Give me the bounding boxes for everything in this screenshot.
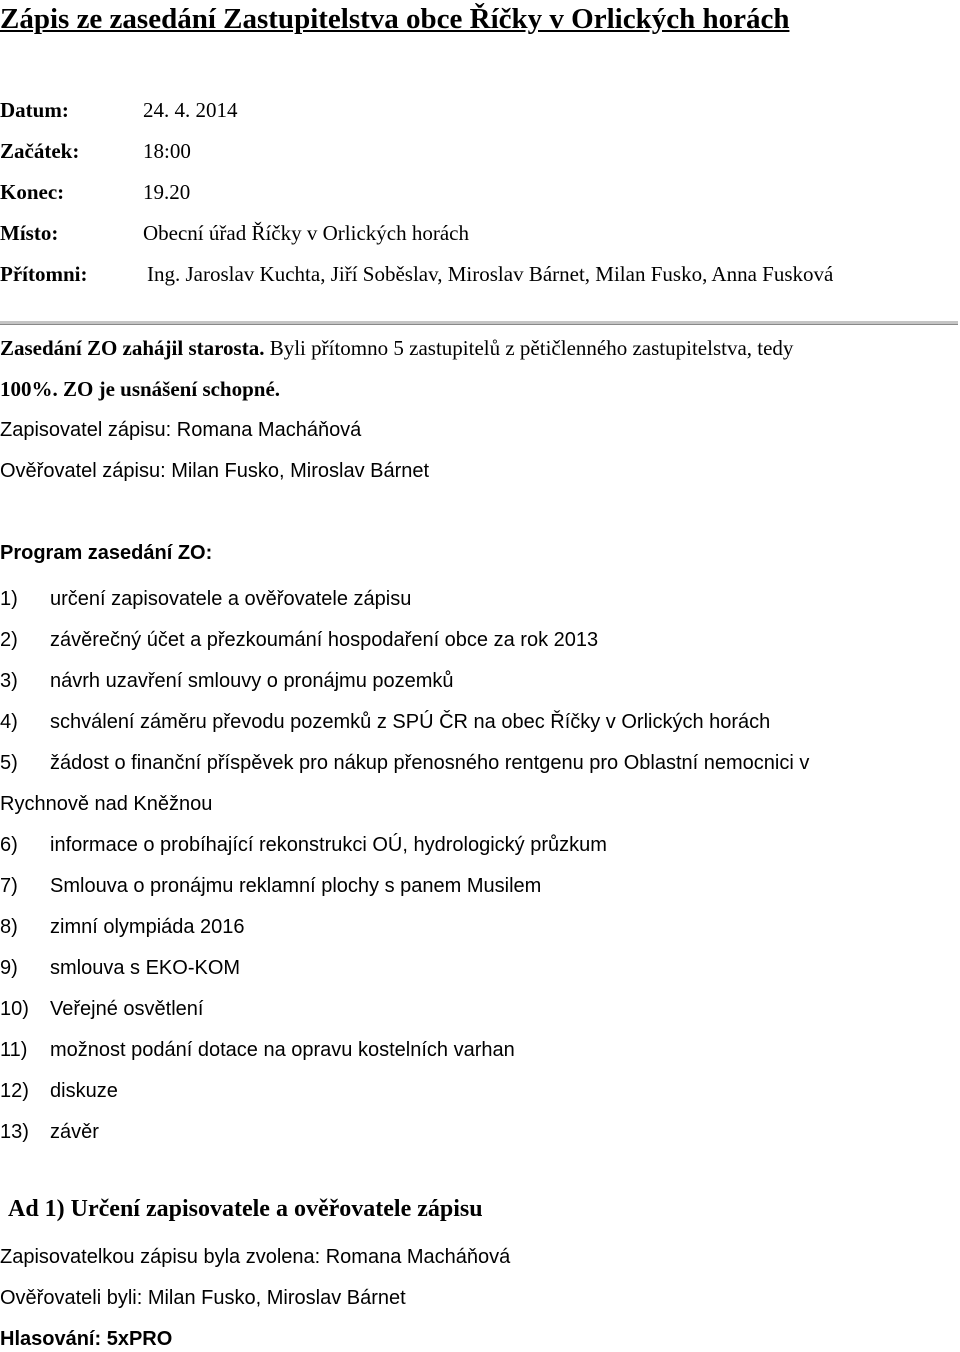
agenda-item-number: 3) [0, 670, 18, 692]
agenda-item-number: 6) [0, 834, 18, 856]
program-heading: Program zasedání ZO: [0, 542, 213, 564]
meeting-details [0, 92, 833, 297]
agenda-item [0, 825, 960, 866]
date-label: Datum: [0, 98, 69, 122]
agenda-item-number: 8) [0, 916, 18, 938]
agenda-item [0, 866, 960, 907]
agenda-item [0, 989, 960, 1030]
agenda-item [0, 1112, 960, 1153]
agenda-item-number: 5) [0, 752, 18, 774]
agenda-list [0, 579, 960, 1153]
agenda-item-text: závěr [50, 1121, 99, 1143]
place-value: Obecní úřad Říčky v Orlických horách [143, 221, 469, 245]
recorder-line: Zapisovatel zápisu: Romana Macháňová [0, 419, 362, 441]
agenda-item-number: 4) [0, 711, 18, 733]
opening-bold-1: Zasedání ZO zahájil starosta. [0, 336, 265, 360]
end-row [0, 174, 833, 215]
recorder-elected-line: Zapisovatelkou zápisu byla zvolena: Romana Macháňová [0, 1246, 511, 1268]
agenda-item-text: schválení záměru převodu pozemků z SPÚ ČR na obec Říčky v Orlických horách [50, 711, 771, 733]
agenda-item-text: informace o probíhající rekonstrukci OÚ, hydrologický průzkum [50, 834, 607, 856]
agenda-item-number: 2) [0, 629, 18, 651]
agenda-item-number: 7) [0, 875, 18, 897]
place-row [0, 215, 833, 256]
end-label: Konec: [0, 180, 65, 204]
document-title: Zápis ze zasedání Zastupitelstva obce Říčky v Orlických horách [0, 3, 790, 35]
place-label: Místo: [0, 221, 59, 245]
quorum-statement: 100%. ZO je usnášení schopné. [0, 377, 281, 401]
attendees-row [0, 256, 833, 297]
end-value: 19.20 [143, 180, 191, 204]
verifiers-elected-line: Ověřovateli byli: Milan Fusko, Miroslav Bárnet [0, 1287, 406, 1309]
agenda-item-text: smlouva s EKO-KOM [50, 957, 241, 979]
agenda-item [0, 1071, 960, 1112]
agenda-item-text: Veřejné osvětlení [50, 998, 204, 1020]
agenda-item-text: návrh uzavření smlouvy o pronájmu pozemků [50, 670, 454, 692]
agenda-item-number: 13) [0, 1121, 29, 1143]
agenda-item-text: žádost o finanční příspěvek pro nákup přenosného rentgenu pro Oblastní nemocnici v Rychnově nad Kněžnou [0, 752, 810, 815]
agenda-item-number: 10) [0, 998, 29, 1020]
agenda-item-text: závěrečný účet a přezkoumání hospodaření obce za rok 2013 [50, 629, 599, 651]
agenda-item-text: možnost podání dotace na opravu kostelních varhan [50, 1039, 515, 1061]
agenda-item [0, 907, 960, 948]
attendees-value: Ing. Jaroslav Kuchta, Jiří Soběslav, Miroslav Bárnet, Milan Fusko, Anna Fusková [147, 262, 834, 286]
agenda-item-number: 11) [0, 1039, 28, 1061]
agenda-item [0, 661, 960, 702]
agenda-item [0, 702, 960, 743]
agenda-item-text: diskuze [50, 1080, 118, 1102]
start-row [0, 133, 833, 174]
agenda-item [0, 948, 960, 989]
opening-line-1 [0, 336, 793, 361]
start-label: Začátek: [0, 139, 80, 163]
horizontal-divider [0, 321, 958, 325]
agenda-item [0, 579, 960, 620]
agenda-item-text: určení zapisovatele a ověřovatele zápisu [50, 588, 412, 610]
agenda-item-number: 1) [0, 588, 18, 610]
agenda-item-number: 9) [0, 957, 18, 979]
agenda-item [0, 743, 880, 825]
date-value: 24. 4. 2014 [143, 98, 238, 122]
attendees-label: Přítomni: [0, 262, 88, 286]
verifier-line: Ověřovatel zápisu: Milan Fusko, Miroslav Bárnet [0, 460, 430, 482]
agenda-item [0, 620, 960, 661]
start-value: 18:00 [143, 139, 191, 163]
date-row [0, 92, 833, 133]
agenda-item-text: Smlouva o pronájmu reklamní plochy s panem Musilem [50, 875, 542, 897]
agenda-item [0, 1030, 960, 1071]
section-heading: Ad 1) Určení zapisovatele a ověřovatele zápisu [8, 1196, 483, 1222]
opening-text-1: Byli přítomno 5 zastupitelů z pětičlenného zastupitelstva, tedy [264, 336, 794, 360]
vote-result: Hlasování: 5xPRO [0, 1328, 173, 1350]
agenda-item-text: zimní olympiáda 2016 [50, 916, 245, 938]
agenda-item-number: 12) [0, 1080, 29, 1102]
